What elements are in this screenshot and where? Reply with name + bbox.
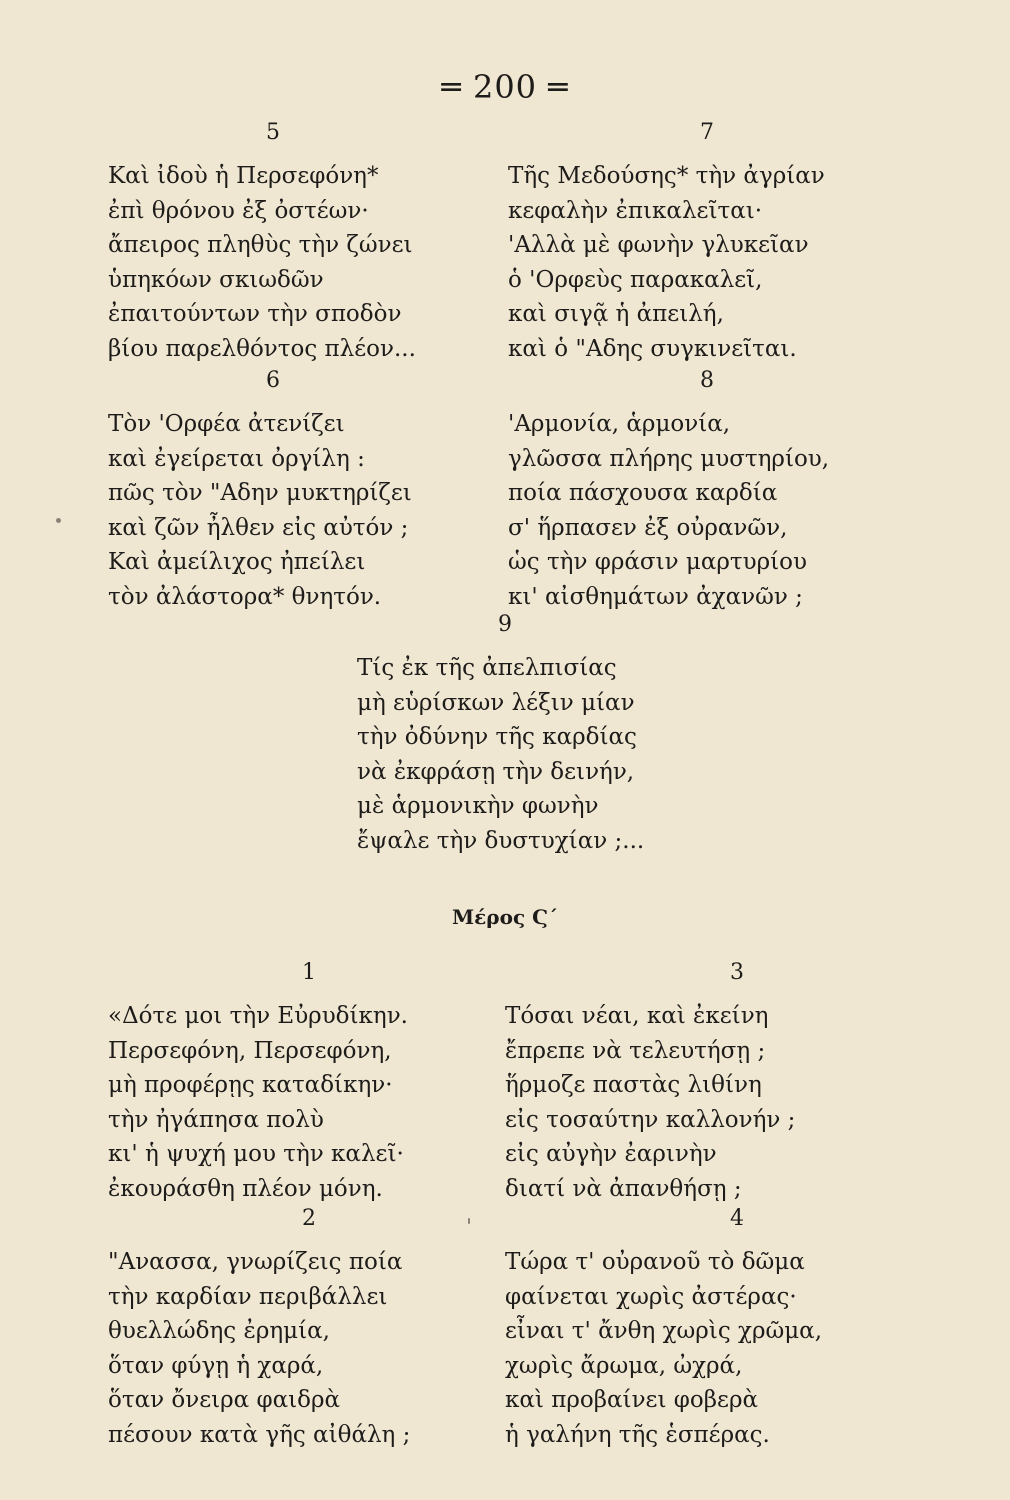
verse-line: ἐκουράσθη πλέον μόνη. <box>108 1175 383 1202</box>
verse-line: τὴν ἠγάπησα πολὺ <box>108 1106 324 1133</box>
verse-line: εἰς τοσαύτην καλλονήν ; <box>505 1106 796 1133</box>
verse-line: ὑπηκόων σκιωδῶν <box>108 266 324 293</box>
stanza-number: 7 <box>700 120 714 145</box>
verse-line: ἔψαλε τὴν δυστυχίαν ;... <box>357 827 645 854</box>
ink-speck <box>468 1218 470 1224</box>
verse-line: 'Αρμονία, ἁρμονία, <box>508 411 731 437</box>
verse-line: Καὶ ἀμείλιχος ἠπείλει <box>108 549 366 575</box>
stanza-p2-3 <box>505 960 875 1206</box>
stanza-p2-2 <box>108 1206 448 1452</box>
stanza-8 <box>508 368 868 614</box>
verse-line: καὶ ὁ "Αδης συγκινεῖται. <box>508 335 797 362</box>
verse-line: τὴν καρδίαν περιβάλλει <box>108 1283 388 1310</box>
verse-line: ἄπειρος πληθὺς τὴν ζώνει <box>108 232 413 258</box>
stanza-6 <box>108 368 438 614</box>
verse-line: μὴ προφέρῃς καταδίκην· <box>108 1072 393 1098</box>
verse-line: Τώρα τ' οὐρανοῦ τὸ δῶμα <box>505 1249 805 1275</box>
verse-line: τὴν ὀδύνην τῆς καρδίας <box>357 724 637 750</box>
stanza-p2-1 <box>108 960 448 1206</box>
stanza-p2-4 <box>505 1206 875 1452</box>
verse-line: φαίνεται χωρὶς ἀστέρας· <box>505 1283 797 1310</box>
stanza-number: 5 <box>266 120 280 145</box>
verse-line: 'Αλλὰ μὲ φωνὴν γλυκεῖαν <box>508 232 809 258</box>
verse-line: «Δότε μοι τὴν Εὐρυδίκην. <box>108 1003 408 1029</box>
verse-line: βίου παρελθόντος πλέον... <box>108 335 416 362</box>
verse-line: καὶ ἐγείρεται ὀργίλη : <box>108 445 365 472</box>
verse-line: γλῶσσα πλήρης μυστηρίου, <box>508 445 830 472</box>
verse-line: κεφαλὴν ἐπικαλεῖται· <box>508 197 763 224</box>
verse-line: Τίς ἐκ τῆς ἀπελπισίας <box>357 655 617 681</box>
stanza-number: 6 <box>266 368 280 393</box>
verse-line: τὸν ἀλάστορα* θνητόν. <box>108 583 382 610</box>
verse-line: πῶς τὸν "Αδην μυκτηρίζει <box>108 480 412 506</box>
verse-line: πέσουν κατὰ γῆς αἰθάλη ; <box>108 1421 411 1448</box>
verse-line: μὴ εὑρίσκων λέξιν μίαν <box>357 689 635 716</box>
verse-line: ἔπρεπε νὰ τελευτήσῃ ; <box>505 1037 766 1064</box>
verse-line: θυελλώδης ἐρημία, <box>108 1318 330 1344</box>
stanza-5 <box>108 120 438 366</box>
verse-line: ἡ γαλήνη τῆς ἑσπέρας. <box>505 1421 770 1448</box>
verse-line: Περσεφόνη, Περσεφόνη, <box>108 1037 392 1064</box>
stanza-7 <box>508 120 868 366</box>
verse-line: κι' αἰσθημάτων ἀχανῶν ; <box>508 583 803 610</box>
verse-line: διατί νὰ ἀπανθήσῃ ; <box>505 1175 742 1202</box>
stanza-number: 2 <box>302 1206 316 1231</box>
verse-line: ἐπαιτούντων τὴν σποδὸν <box>108 301 402 327</box>
verse-line: χωρὶς ἄρωμα, ὠχρά, <box>505 1352 743 1379</box>
stanza-number: 3 <box>730 960 744 985</box>
ink-speck <box>56 518 61 523</box>
verse-line: ἐπὶ θρόνου ἐξ ὀστέων· <box>108 197 369 224</box>
verse-line: μὲ ἁρμονικὴν φωνὴν <box>357 793 599 819</box>
verse-line: καὶ προβαίνει φοβερὰ <box>505 1387 759 1413</box>
verse-line: Τῆς Μεδούσης* τὴν ἀγρίαν <box>508 163 825 189</box>
verse-line: ὅταν ὄνειρα φαιδρὰ <box>108 1387 341 1413</box>
stanza-number: 4 <box>730 1206 744 1231</box>
verse-line: εἶναι τ' ἄνθη χωρὶς χρῶμα, <box>505 1318 823 1344</box>
verse-line: νὰ ἐκφράσῃ τὴν δεινήν, <box>357 758 635 785</box>
verse-line: καὶ σιγᾷ ἡ ἀπειλή, <box>508 301 724 327</box>
stanza-number: 9 <box>498 612 512 637</box>
page-number: ═ 200 ═ <box>441 68 569 106</box>
verse-line: ὁ 'Ορφεὺς παρακαλεῖ, <box>508 266 763 293</box>
stanza-number: 8 <box>700 368 714 393</box>
section-title: Μέρος Ϛ΄ <box>452 905 558 929</box>
verse-line: Τὸν 'Ορφέα ἀτενίζει <box>108 411 345 437</box>
verse-line: Τόσαι νέαι, καὶ ἐκείνη <box>505 1003 769 1029</box>
verse-line: ἥρμοζε παστὰς λιθίνη <box>505 1072 762 1098</box>
verse-line: "Ανασσα, γνωρίζεις ποία <box>108 1249 403 1275</box>
verse-line: καὶ ζῶν ἦλθεν εἰς αὐτόν ; <box>108 514 409 541</box>
verse-line: ποία πάσχουσα καρδία <box>508 480 778 506</box>
verse-line: ὅταν φύγῃ ἡ χαρά, <box>108 1352 324 1379</box>
verse-line: ὡς τὴν φράσιν μαρτυρίου <box>508 549 807 575</box>
verse-line: σ' ἥρπασεν ἐξ οὐρανῶν, <box>508 514 788 541</box>
stanza-number: 1 <box>302 960 316 985</box>
stanza-9 <box>357 612 677 858</box>
verse-line: κι' ἡ ψυχή μου τὴν καλεῖ· <box>108 1141 404 1167</box>
verse-line: εἰς αὐγὴν ἐαρινὴν <box>505 1141 717 1167</box>
verse-line: Καὶ ἰδοὺ ἡ Περσεφόνη* <box>108 163 379 189</box>
